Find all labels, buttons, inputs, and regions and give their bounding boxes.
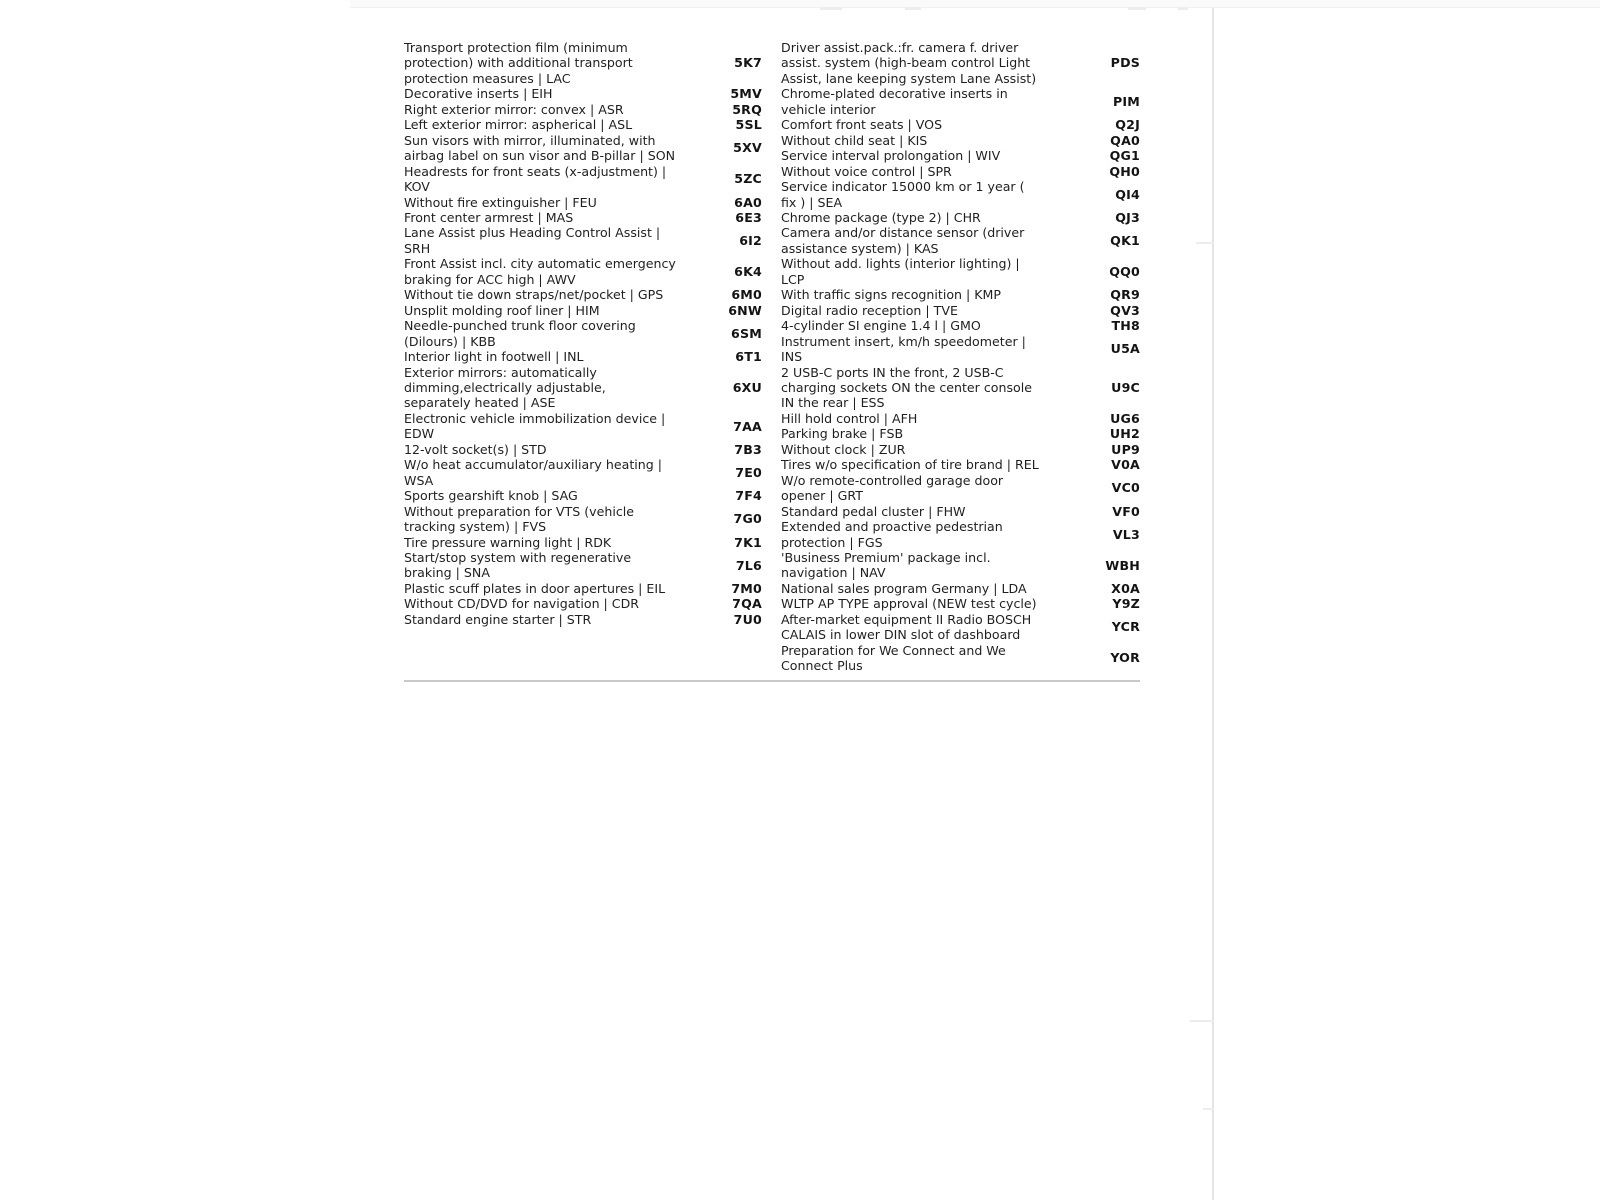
equipment-code: 6T1 <box>735 349 762 365</box>
equipment-code: YCR <box>1111 619 1140 635</box>
equipment-code: 6I2 <box>739 233 762 249</box>
equipment-row <box>781 411 1140 426</box>
equipment-code: 5SL <box>735 117 762 133</box>
equipment-code: QA0 <box>1110 132 1140 148</box>
equipment-code: 7F4 <box>735 488 762 504</box>
equipment-row <box>781 40 1140 86</box>
equipment-code: 7U0 <box>733 611 762 627</box>
equipment-description: After-market equipment II Radio BOSCH CALAIS in lower DIN slot of dashboard <box>781 611 1032 643</box>
equipment-description: Lane Assist plus Heading Control Assist | SRH <box>404 225 661 256</box>
equipment-code: QH0 <box>1109 163 1140 179</box>
equipment-row <box>781 148 1140 163</box>
equipment-description: With traffic signs recognition | KMP <box>781 287 1001 303</box>
equipment-description: Standard pedal cluster | FHW <box>781 503 966 519</box>
equipment-description: Chrome package (type 2) | CHR <box>781 209 981 225</box>
equipment-code: 5K7 <box>734 55 762 71</box>
equipment-description: Comfort front seats | VOS <box>781 117 943 133</box>
equipment-code: QR9 <box>1110 287 1140 303</box>
equipment-row <box>404 365 762 411</box>
equipment-code: QI4 <box>1115 186 1140 202</box>
equipment-row <box>781 287 1140 302</box>
equipment-code: PIM <box>1112 94 1140 110</box>
equipment-code: QV3 <box>1110 302 1140 318</box>
equipment-description: Without fire extinguisher | FEU <box>404 194 597 210</box>
equipment-row <box>781 643 1140 674</box>
equipment-description: Sun visors with mirror, illuminated, with airbag label on sun visor and B-pillar | SON <box>404 132 676 164</box>
equipment-row <box>404 596 762 611</box>
equipment-row <box>781 442 1140 457</box>
equipment-description: Extended and proactive pedestrian protection | FGS <box>781 519 1003 550</box>
equipment-description: Instrument insert, km/h speedometer | INS <box>781 333 1026 365</box>
equipment-row <box>404 117 762 132</box>
equipment-row <box>404 550 762 581</box>
equipment-code: TH8 <box>1111 318 1140 334</box>
equipment-row <box>404 195 762 210</box>
scan-artifact-mark <box>1190 1020 1214 1022</box>
equipment-row <box>404 504 762 535</box>
equipment-description: Hill hold control | AFH <box>781 410 918 426</box>
equipment-description: 2 USB-C ports IN the front, 2 USB-C charging sockets ON the center console IN the rear | ESS <box>781 364 1032 411</box>
equipment-description: Without voice control | SPR <box>781 163 952 179</box>
equipment-column-left <box>404 40 762 674</box>
equipment-code: 7M0 <box>731 580 762 596</box>
equipment-list <box>404 40 1140 674</box>
equipment-code: U9C <box>1111 379 1140 395</box>
equipment-code: Y9Z <box>1112 596 1140 612</box>
scan-artifact-mark <box>1196 242 1214 244</box>
equipment-description: Right exterior mirror: convex | ASR <box>404 101 624 117</box>
equipment-row <box>404 612 762 627</box>
equipment-row <box>781 334 1140 365</box>
equipment-code: PDS <box>1110 55 1140 71</box>
equipment-description: Electronic vehicle immobilization device | EDW <box>404 410 666 442</box>
equipment-description: Without clock | ZUR <box>781 441 906 457</box>
equipment-code: 6E3 <box>735 209 762 225</box>
equipment-description: Without tie down straps/net/pocket | GPS <box>404 287 664 303</box>
equipment-row <box>781 225 1140 256</box>
equipment-row <box>781 133 1140 148</box>
equipment-code: 7G0 <box>733 511 762 527</box>
equipment-code: 5XV <box>733 140 762 156</box>
equipment-code: WBH <box>1105 557 1140 573</box>
equipment-row <box>781 596 1140 611</box>
equipment-code: 7K1 <box>734 534 762 550</box>
equipment-row <box>781 117 1140 132</box>
equipment-row <box>781 504 1140 519</box>
equipment-row <box>404 411 762 442</box>
equipment-row <box>404 488 762 503</box>
equipment-row <box>404 210 762 225</box>
equipment-description: Sports gearshift knob | SAG <box>404 488 578 504</box>
equipment-code: 7B3 <box>734 441 762 457</box>
equipment-code: 7AA <box>733 418 762 434</box>
equipment-code: V0A <box>1111 457 1140 473</box>
equipment-description: Decorative inserts | EIH <box>404 86 553 102</box>
scan-artifact-mark <box>820 7 842 10</box>
equipment-description: Digital radio reception | TVE <box>781 302 958 318</box>
equipment-description: Start/stop system with regenerative braking | SNA <box>404 549 632 581</box>
equipment-description: Service interval prolongation | WIV <box>781 148 1001 164</box>
equipment-row <box>404 287 762 302</box>
equipment-description: Interior light in footwell | INL <box>404 349 584 365</box>
equipment-code: UG6 <box>1110 410 1140 426</box>
equipment-row <box>404 457 762 488</box>
equipment-description: W/o remote-controlled garage door opener | GRT <box>781 472 1004 504</box>
equipment-row <box>404 303 762 318</box>
equipment-description: Service indicator 15000 km or 1 year ( fix ) | SEA <box>781 179 1025 210</box>
equipment-description: 12-volt socket(s) | STD <box>404 441 547 457</box>
equipment-description: Tire pressure warning light | RDK <box>404 534 612 550</box>
equipment-code: 7QA <box>732 596 762 612</box>
equipment-row <box>781 473 1140 504</box>
equipment-description: Chrome-plated decorative inserts in vehicle interior <box>781 86 1008 117</box>
equipment-description: Front center armrest | MAS <box>404 209 574 225</box>
equipment-row <box>781 256 1140 287</box>
equipment-description: W/o heat accumulator/auxiliary heating | WSA <box>404 457 662 488</box>
equipment-description: Parking brake | FSB <box>781 426 904 442</box>
equipment-row <box>404 535 762 550</box>
equipment-code: U5A <box>1110 341 1140 357</box>
equipment-description: Tires w/o specification of tire brand | REL <box>781 457 1039 473</box>
equipment-code: Q2J <box>1115 117 1140 133</box>
equipment-description: Headrests for front seats (x-adjustment) | KOV <box>404 163 667 195</box>
equipment-description: Unsplit molding roof liner | HIM <box>404 302 600 318</box>
equipment-code: YOR <box>1110 650 1140 666</box>
equipment-description: Exterior mirrors: automatically dimming,electrically adjustable, separately heated | ASE <box>404 364 606 411</box>
equipment-description: Preparation for We Connect and We Connect Plus <box>781 642 1006 674</box>
equipment-code: 6K4 <box>734 264 762 280</box>
equipment-column-right <box>781 40 1140 674</box>
equipment-code: 6SM <box>731 325 762 341</box>
equipment-row <box>404 164 762 195</box>
equipment-description: Without add. lights (interior lighting) | LCP <box>781 256 1020 287</box>
equipment-description: Without preparation for VTS (vehicle tracking system) | FVS <box>404 503 634 535</box>
equipment-row <box>781 550 1140 581</box>
equipment-code: VF0 <box>1112 503 1140 519</box>
equipment-row <box>404 581 762 596</box>
equipment-description: WLTP AP TYPE approval (NEW test cycle) <box>781 596 1037 612</box>
equipment-row <box>404 225 762 256</box>
equipment-row <box>404 442 762 457</box>
scan-artifact-mark <box>1128 7 1146 10</box>
equipment-code: 6M0 <box>731 287 762 303</box>
equipment-row <box>781 426 1140 441</box>
equipment-row <box>781 365 1140 411</box>
equipment-description: Driver assist.pack.:fr. camera f. driver assist. system (high-beam control Light Assist, lane keeping system Lane Assist) <box>781 40 1037 86</box>
equipment-row <box>404 133 762 164</box>
equipment-row <box>781 210 1140 225</box>
equipment-row <box>404 40 762 86</box>
equipment-row <box>781 303 1140 318</box>
equipment-row <box>781 86 1140 117</box>
equipment-code: 5ZC <box>734 171 762 187</box>
equipment-code: 6NW <box>728 302 762 318</box>
equipment-row <box>404 256 762 287</box>
equipment-description: Left exterior mirror: aspherical | ASL <box>404 117 633 133</box>
equipment-code: UH2 <box>1109 426 1140 442</box>
equipment-row <box>404 102 762 117</box>
equipment-code: UP9 <box>1111 441 1140 457</box>
equipment-row <box>404 318 762 349</box>
equipment-row <box>404 349 762 364</box>
equipment-description: Needle-punched trunk floor covering (Dilours) | KBB <box>404 318 636 349</box>
equipment-row <box>404 86 762 101</box>
equipment-row <box>781 179 1140 210</box>
equipment-row <box>781 612 1140 643</box>
scan-artifact-top-edge <box>350 0 1600 8</box>
equipment-code: 6A0 <box>734 194 762 210</box>
equipment-description: Camera and/or distance sensor (driver assistance system) | KAS <box>781 225 1025 256</box>
equipment-description: Without CD/DVD for navigation | CDR <box>404 596 640 612</box>
scan-artifact-mark <box>1178 7 1188 10</box>
equipment-code: 7L6 <box>735 557 762 573</box>
equipment-code: VC0 <box>1111 480 1140 496</box>
scan-artifact-mark <box>1203 1108 1214 1110</box>
equipment-code: QQ0 <box>1109 264 1140 280</box>
equipment-code: QJ3 <box>1115 209 1140 225</box>
equipment-row <box>781 318 1140 333</box>
equipment-code: X0A <box>1111 580 1140 596</box>
equipment-description: National sales program Germany | LDA <box>781 580 1027 596</box>
equipment-row <box>781 581 1140 596</box>
equipment-code: 6XU <box>732 379 762 395</box>
section-divider <box>404 680 1140 682</box>
equipment-description: Front Assist incl. city automatic emergency braking for ACC high | AWV <box>404 256 676 287</box>
equipment-code: 5MV <box>730 86 762 102</box>
equipment-code: QG1 <box>1109 148 1140 164</box>
equipment-row <box>781 457 1140 472</box>
equipment-description: 'Business Premium' package incl. navigation | NAV <box>781 549 991 581</box>
equipment-description: Without child seat | KIS <box>781 132 928 148</box>
equipment-code: VL3 <box>1112 526 1140 542</box>
equipment-row <box>781 164 1140 179</box>
equipment-code: QK1 <box>1110 233 1140 249</box>
equipment-row <box>781 519 1140 550</box>
equipment-description: Standard engine starter | STR <box>404 611 592 627</box>
equipment-code: 5RQ <box>732 101 762 117</box>
equipment-description: Plastic scuff plates in door apertures | EIL <box>404 580 666 596</box>
equipment-code: 7E0 <box>735 464 762 480</box>
equipment-description: 4-cylinder SI engine 1.4 l | GMO <box>781 318 981 334</box>
scan-artifact-mark <box>905 7 921 10</box>
equipment-description: Transport protection film (minimum protection) with additional transport protection measures | LAC <box>404 40 633 86</box>
